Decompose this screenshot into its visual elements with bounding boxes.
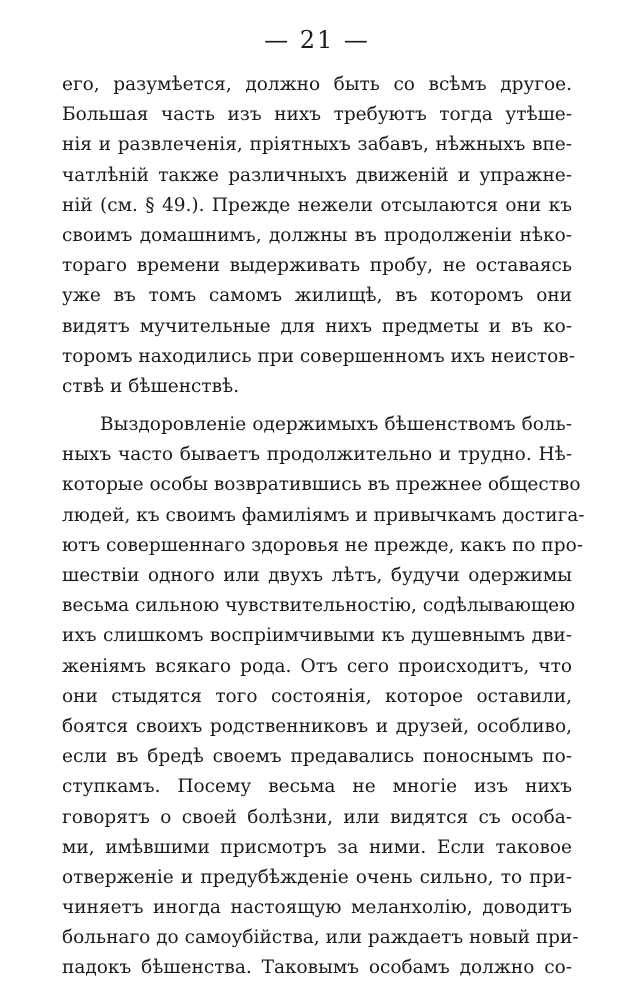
- text-line: женіямъ всякаго рода. Отъ сего происходитъ, что: [62, 655, 572, 677]
- text-line: чатлѣній также различныхъ движеній и упражне-: [62, 164, 572, 186]
- paragraph-1: [62, 70, 575, 402]
- text-line: видятъ мучительные для нихъ предметы и въ ко-: [62, 315, 572, 337]
- text-line: людей, къ своимъ фамиліямъ и привычкамъ достига-: [62, 504, 585, 526]
- text-line: Выздоровленіе одержимыхъ бѣшенствомъ боль-: [100, 414, 572, 436]
- text-line: его, разумѣется, должно быть со всѣмъ другое.: [62, 74, 572, 95]
- text-line: ныхъ часто бываетъ продолжительно и трудно. Нѣ-: [62, 444, 572, 466]
- text-line: они стыдятся того состоянія, которое оставили,: [62, 685, 572, 707]
- text-line: боятся своихъ родственниковъ и друзей, особливо,: [62, 715, 572, 737]
- text-line: тораго времени выдерживать пробу, не оставаясь: [62, 255, 572, 277]
- book-page: [62, 24, 585, 984]
- text-line: ствѣ и бѣшенствѣ.: [62, 375, 240, 397]
- text-line: Большая часть изъ нихъ требуютъ тогда утѣше-: [62, 104, 572, 126]
- text-line: нія и развлеченія, пріятныхъ забавъ, нѣжныхъ впе-: [62, 134, 572, 156]
- text-line: больнаго до самоубійства, или раждаетъ новый при-: [62, 927, 579, 949]
- text-line: говорятъ о своей болѣзни, или видятся съ особа-: [62, 806, 572, 828]
- text-line: шествіи одного или двухъ лѣтъ, будучи одержимы: [62, 565, 572, 586]
- text-line: которые особы возвратившись въ прежнее общество: [62, 474, 581, 496]
- text-line: отверженіе и предубѣжденіе очень сильно, то при-: [62, 866, 572, 888]
- text-line: падокъ бѣшенства. Таковымъ особамъ должно со-: [62, 957, 572, 979]
- page-number: — 21 —: [264, 26, 370, 54]
- text-line: ми, имѣвшими присмотръ за ними. Если таковое: [62, 836, 572, 858]
- text-line: ній (см. § 49.). Прежде нежели отсылаются они къ: [62, 194, 572, 216]
- text-line: своимъ домашнимъ, должны въ продолженіи нѣко-: [62, 224, 572, 246]
- text-line: ихъ слишкомъ воспріимчивыми къ душевнымъ дви-: [62, 625, 572, 647]
- text-line: если въ бредѣ своемъ предавались поноснымъ по-: [62, 746, 572, 768]
- text-line: уже въ томъ самомъ жилищѣ, въ которомъ они: [62, 285, 572, 307]
- text-line: ступкамъ. Посему весьма не многіе изъ нихъ: [62, 776, 572, 798]
- text-line: чиняетъ иногда настоящую меланхолію, доводитъ: [62, 897, 572, 919]
- text-line: ютъ совершеннаго здоровья не прежде, какъ по про-: [62, 534, 583, 556]
- text-line: торомъ находились при совершенномъ ихъ неистов-: [62, 345, 575, 367]
- text-line: весьма сильною чувствительностію, содѣлывающею: [62, 595, 576, 617]
- paragraph-2: [62, 410, 585, 984]
